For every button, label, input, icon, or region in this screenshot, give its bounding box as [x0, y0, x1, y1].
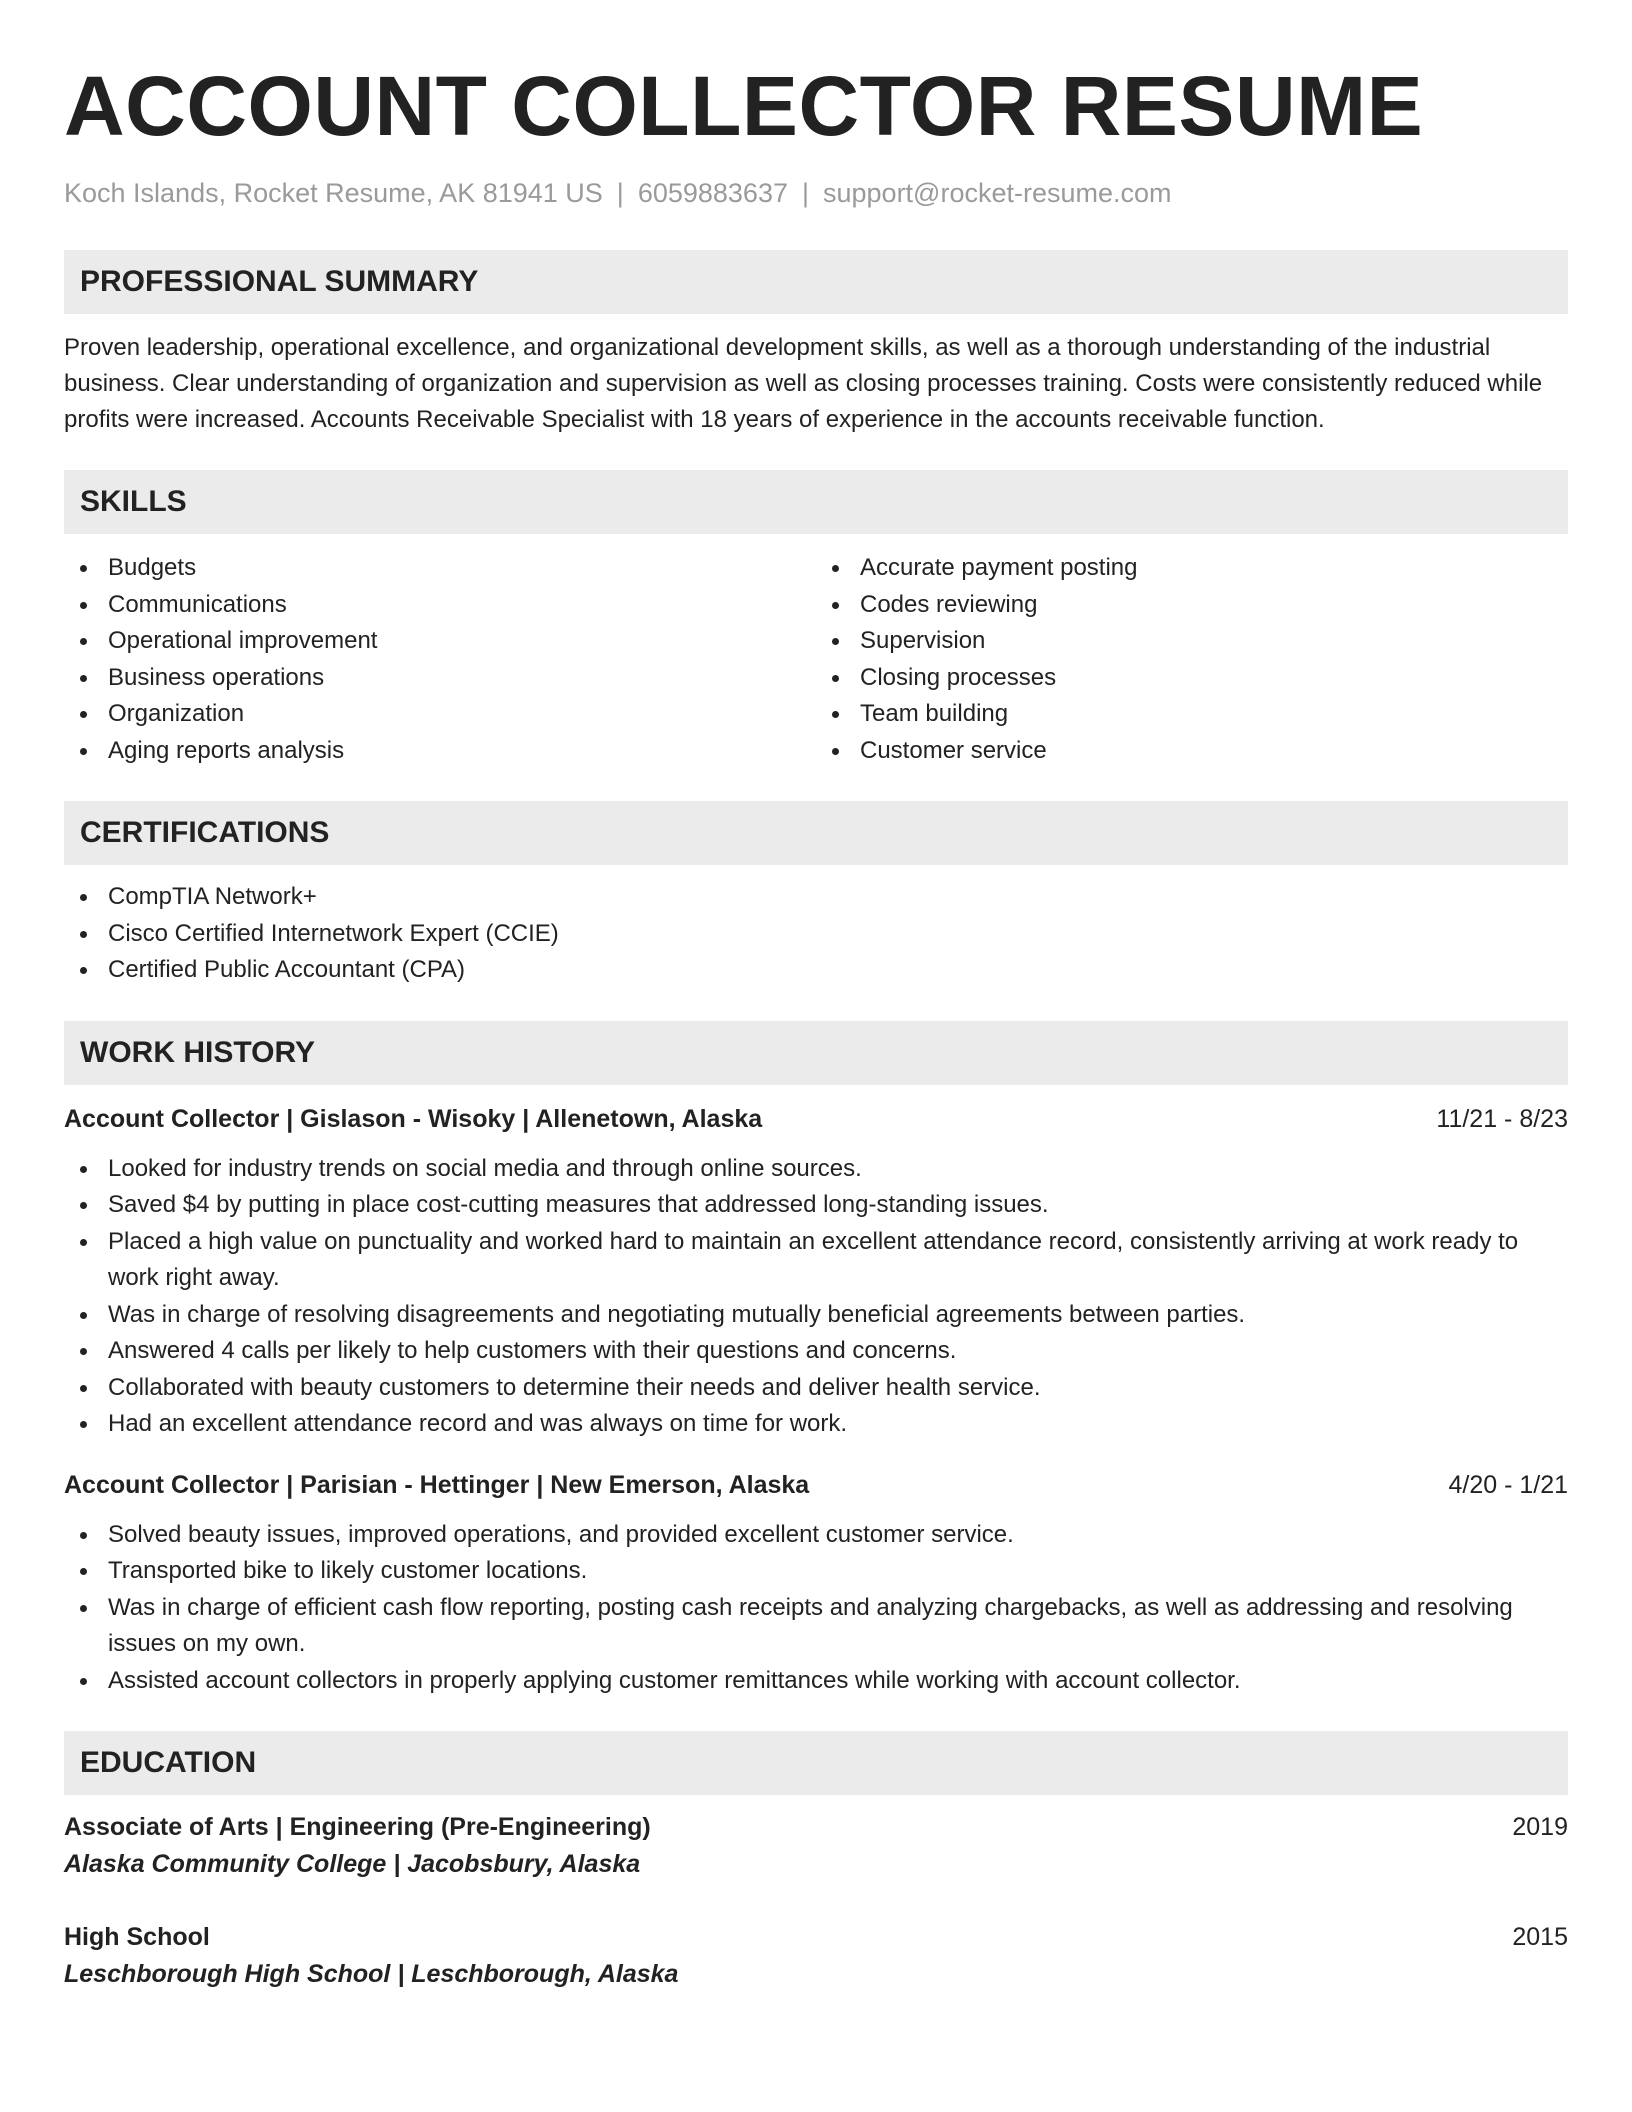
- certification-item: CompTIA Network+: [108, 879, 1568, 916]
- contact-separator: |: [616, 178, 624, 208]
- skill-item: Team building: [860, 696, 1568, 733]
- contact-email: support@rocket-resume.com: [823, 178, 1172, 208]
- skill-item: Communications: [108, 587, 816, 624]
- certifications-list: [64, 879, 1568, 989]
- contact-phone: 6059883637: [637, 178, 788, 208]
- skill-item: Customer service: [860, 733, 1568, 770]
- contact-address: Koch Islands, Rocket Resume, AK 81941 US: [64, 178, 603, 208]
- job-bullets: [64, 1151, 1568, 1443]
- job-header: [64, 1101, 1568, 1137]
- education-year: 2015: [1512, 1923, 1568, 1951]
- job-bullet: Was in charge of resolving disagreements and negotiating mutually beneficial agreements between parties.: [108, 1297, 1568, 1334]
- job-bullet: Collaborated with beauty customers to determine their needs and deliver health service.: [108, 1370, 1568, 1407]
- job-header: [64, 1467, 1568, 1503]
- resume-page: [64, 0, 1568, 1993]
- section-heading-certifications: CERTIFICATIONS: [64, 801, 1568, 865]
- skill-item: Codes reviewing: [860, 587, 1568, 624]
- certification-item: Certified Public Accountant (CPA): [108, 952, 1568, 989]
- skill-item: Budgets: [108, 550, 816, 587]
- education-entry: [64, 1809, 1568, 1883]
- job-bullet: Was in charge of efficient cash flow reporting, posting cash receipts and analyzing chargebacks, as well as addressing and resolving issues on my own.: [108, 1590, 1568, 1663]
- section-heading-work-history: WORK HISTORY: [64, 1021, 1568, 1085]
- education-entry: [64, 1919, 1568, 1993]
- job-bullet: Placed a high value on punctuality and worked hard to maintain an excellent attendance record, consistently arriving at work ready to work right away.: [108, 1224, 1568, 1297]
- skills-list: [64, 550, 1568, 769]
- education-degree: High School: [64, 1923, 210, 1951]
- job-bullet: Had an excellent attendance record and was always on time for work.: [108, 1406, 1568, 1443]
- education-year: 2019: [1512, 1813, 1568, 1841]
- section-heading-education: EDUCATION: [64, 1731, 1568, 1795]
- skills-column-right: [816, 550, 1568, 769]
- skill-item: Accurate payment posting: [860, 550, 1568, 587]
- job-bullet: Transported bike to likely customer locations.: [108, 1553, 1568, 1590]
- section-heading-skills: SKILLS: [64, 470, 1568, 534]
- job-title: Account Collector | Parisian - Hettinger | New Emerson, Alaska: [64, 1470, 810, 1499]
- job-title: Account Collector | Gislason - Wisoky | Allenetown, Alaska: [64, 1104, 763, 1133]
- skill-item: Organization: [108, 696, 816, 733]
- certification-item: Cisco Certified Internetwork Expert (CCIE): [108, 916, 1568, 953]
- resume-title: ACCOUNT COLLECTOR RESUME: [64, 59, 1424, 153]
- education-degree: Associate of Arts | Engineering (Pre-Engineering): [64, 1813, 651, 1841]
- job-bullet: Assisted account collectors in properly applying customer remittances while working with account collector.: [108, 1663, 1568, 1700]
- section-heading-summary: PROFESSIONAL SUMMARY: [64, 250, 1568, 314]
- job-bullet: Solved beauty issues, improved operations, and provided excellent customer service.: [108, 1517, 1568, 1554]
- skill-item: Supervision: [860, 623, 1568, 660]
- skill-item: Business operations: [108, 660, 816, 697]
- contact-separator: |: [801, 178, 809, 208]
- skill-item: Closing processes: [860, 660, 1568, 697]
- skill-item: Operational improvement: [108, 623, 816, 660]
- job-bullet: Saved $4 by putting in place cost-cutting measures that addressed long-standing issues.: [108, 1187, 1568, 1224]
- job-bullet: Looked for industry trends on social media and through online sources.: [108, 1151, 1568, 1188]
- education-header: [64, 1809, 1568, 1846]
- job-bullets: [64, 1517, 1568, 1700]
- skill-item: Aging reports analysis: [108, 733, 816, 770]
- job-bullet: Answered 4 calls per likely to help customers with their questions and concerns.: [108, 1333, 1568, 1370]
- education-school: Alaska Community College | Jacobsbury, Alaska: [64, 1850, 641, 1878]
- summary-text: Proven leadership, operational excellence, and organizational development skills, as well as a thorough understanding of the industrial business. Clear understanding of organization and supervision as well as closing processes training. Costs were consistently reduced while profits were increased. Accounts Receivable Specialist with 18 years of experience in the accounts receivable function.: [64, 334, 1543, 433]
- education-header: [64, 1919, 1568, 1956]
- job-dates: 4/20 - 1/21: [1448, 1470, 1568, 1499]
- contact-line: [64, 176, 1568, 210]
- job-dates: 11/21 - 8/23: [1436, 1104, 1568, 1133]
- education-school: Leschborough High School | Leschborough, Alaska: [64, 1960, 679, 1988]
- skills-column-left: [64, 550, 816, 769]
